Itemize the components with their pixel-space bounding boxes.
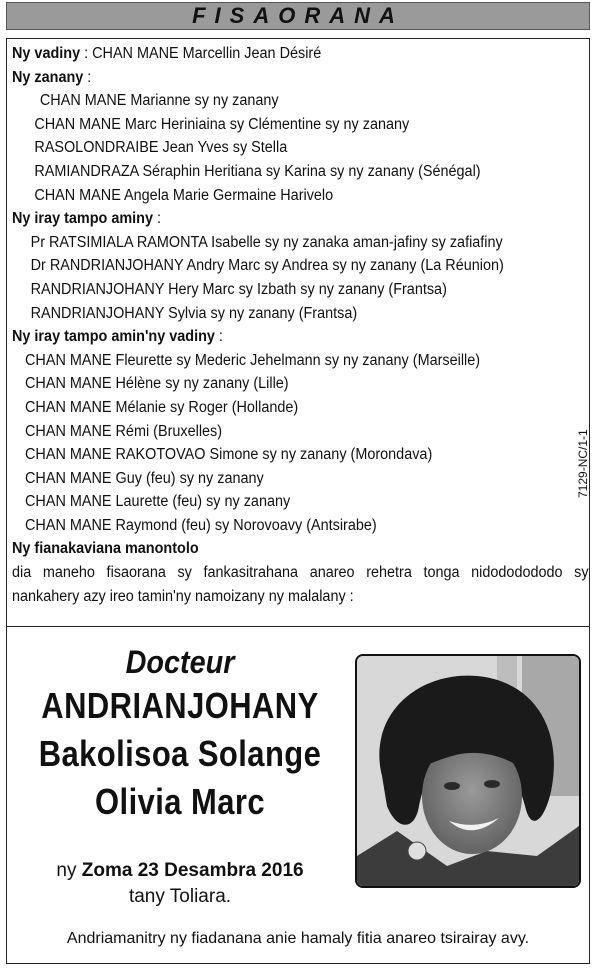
notice-title: FISAORANA (192, 3, 404, 28)
list-item: CHAN MANE Laurette (feu) sy ny zanany (25, 493, 291, 511)
list-item: CHAN MANE Raymond (feu) sy Norovoavy (Antsirabe) (25, 516, 377, 534)
list-item: RANDRIANJOHANY Sylvia sy ny zanany (Frantsa) (30, 304, 358, 322)
list-item: RASOLONDRAIBE Jean Yves sy Stella (34, 139, 288, 157)
list-item: CHAN MANE Rémi (Bruxelles) (25, 422, 223, 440)
death-date-line (10, 858, 350, 884)
list-item: CHAN MANE Angela Marie Germaine Harivelo (34, 186, 334, 204)
death-date: Zoma 23 Desambra 2016 (81, 860, 304, 881)
widower-line (12, 42, 551, 66)
deceased-name-block (10, 642, 350, 826)
family-label: Ny fianakaviana manontolo (12, 540, 199, 558)
widower-label: Ny vadiny (12, 45, 81, 62)
death-info (10, 858, 350, 910)
spouse-siblings-heading (12, 325, 551, 349)
list-item: Pr RATSIMIALA RAMONTA Isabelle sy ny zanaka aman-jafiny sy zafiafiny (30, 233, 503, 251)
family-text: dia maneho fisaorana sy fankasitrahana anareo rehetra tonga nidododododo sy nankahery azy ireo tamin'ny namoizany ny malalany : (12, 564, 589, 605)
list-item: CHAN MANE Marc Heriniaina sy Clémentine sy ny zanany (34, 115, 410, 133)
list-item: CHAN MANE Guy (feu) sy ny zanany (25, 469, 264, 487)
children-heading (12, 66, 551, 90)
deceased-portrait (355, 654, 581, 888)
list-item: CHAN MANE Marianne sy ny zanany (39, 92, 279, 110)
list-item: CHAN MANE Hélène sy ny zanany (Lille) (25, 375, 289, 393)
children-label: Ny zanany (12, 68, 84, 86)
closing-blessing: Andriamanitry ny fiadanana anie hamaly fitia anareo tsirairay avy. (66, 930, 530, 947)
death-date-prefix: ny (56, 860, 82, 881)
spouse-siblings-colon: : (214, 328, 223, 346)
children-colon: : (83, 68, 92, 86)
deceased-title: Docteur (125, 644, 235, 680)
list-item: CHAN MANE RAKOTOVAO Simone sy ny zanany (Morondava) (25, 446, 433, 464)
list-item: Dr RANDRIANJOHANY Andry Marc sy Andrea sy ny zanany (La Réunion) (30, 257, 504, 275)
deceased-given-names-2: Olivia Marc (95, 781, 265, 822)
death-place: tany Toliara. (128, 886, 232, 907)
portrait-image (357, 656, 579, 886)
deceased-surname: ANDRIANJOHANY (41, 685, 319, 726)
list-item: CHAN MANE Mélanie sy Roger (Hollande) (25, 398, 299, 416)
siblings-colon: : (152, 210, 162, 228)
siblings-label: Ny iray tampo aminy (12, 210, 153, 228)
notice-header (6, 2, 590, 30)
reference-code: 7129-NC/1-1 (576, 429, 590, 498)
siblings-heading (12, 207, 551, 231)
section-divider (6, 626, 590, 627)
deceased-given-names-1: Bakolisoa Solange (38, 733, 322, 774)
list-item: CHAN MANE Fleurette sy Mederic Jehelmann sy ny zanany (Marseille) (25, 351, 481, 369)
list-item: RAMIANDRAZA Séraphin Heritiana sy Karina sy ny zanany (Sénégal) (34, 162, 481, 180)
list-item: RANDRIANJOHANY Hery Marc sy Izbath sy ny zanany (Frantsa) (30, 280, 447, 298)
spouse-siblings-label: Ny iray tampo amin'ny vadiny (12, 328, 215, 346)
widower-value: : CHAN MANE Marcellin Jean Désiré (80, 45, 322, 62)
